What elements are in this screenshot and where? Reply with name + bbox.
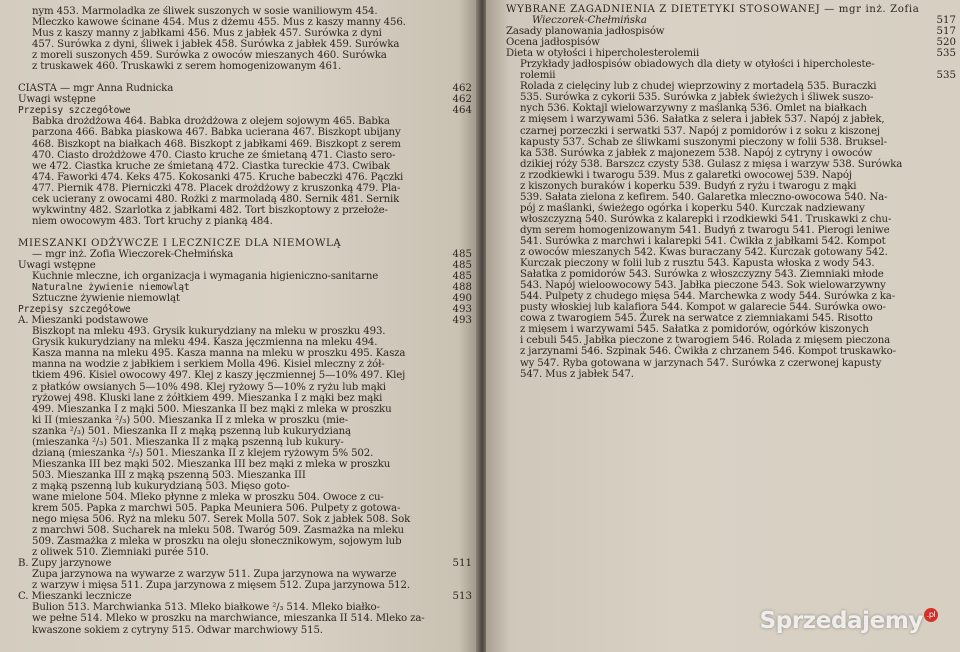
text-line: z płatków owsianych 5—10% 498. Klej ryżowy 5—10% z ryżu lub mąki (32, 381, 386, 393)
toc-entry-title: C. Mieszanki lecznicze (18, 591, 132, 603)
text-line: ryżowej 498. Kluski lane z żółtkiem 499. Mieszanka I z mąki bez mąki (32, 392, 383, 404)
text-line: wane mielone 504. Mleko płynne z mleka w proszku 504. Owoce z cu- (32, 491, 384, 503)
text-line: we 472. Ciastka kruche ze śmietaną 472. Ciastka tureckie 473. Cwibak (32, 160, 390, 172)
text-line: wykwintny 482. Szarlotka z jabłkami 482. Tort biszkoptowy z przełoże- (32, 204, 388, 216)
left-page (0, 0, 478, 652)
toc-entry (18, 293, 472, 304)
watermark-text: Sprzedajemy (759, 608, 923, 634)
page-number: 493 (452, 304, 472, 316)
text-line: z moreli suszonych 459. Surówka z owoców mieszanych 460. Surówka (32, 50, 387, 62)
text-line: Babka drożdżowa 464. Babka drożdżowa z olejem sojowym 465. Babka (32, 116, 390, 128)
text-line: Przykłady jadłospisów obiadowych dla diety w otyłości i hipercholeste- (520, 59, 875, 71)
toc-entry-title: A. Mieszanki podstawowe (18, 315, 149, 327)
right-page (486, 0, 960, 652)
text-line: Mus z kaszy manny z jabłkami 456. Mus z jabłek 457. Surówka z dyni (32, 28, 382, 40)
text-line: Sałatka z pomidorów 543. Surówka z włoszczyzny 543. Ziemniaki młode (520, 269, 884, 281)
text-line: 470. Ciasto drożdżowe 470. Ciasto kruche ze śmietaną 471. Ciasto sero- (32, 149, 396, 161)
text-line: 509. Zasmażka z mleka w proszku na oleju słonecznikowym, sojowym lub (32, 536, 402, 548)
text-line: Kurczak pieczony w folii lub z rusztu 543. Kapusta włoska z wody 543. (520, 258, 875, 270)
text-line: z mięsem i warzywami 536. Sałatka z selera i jabłek 537. Napój z jabłek, (520, 114, 885, 126)
page-number: 485 (452, 248, 472, 260)
toc-entry (18, 282, 472, 293)
text-line: pój z maślanki, świeżego ogórka i koperku 540. Kurczak nadziewany (520, 202, 865, 214)
text-line: parzona 466. Babka piaskowa 467. Babka ucierana 467. Biszkopt ubijany (32, 127, 401, 139)
page-number: 493 (452, 315, 472, 327)
page-number: 485 (452, 259, 472, 271)
text-line: Rolada z cielęciny lub z chudej wieprzowiny z mortadelą 535. Buraczki (520, 81, 877, 93)
toc-entry-title: Przepisy szczegółowe (18, 304, 131, 316)
toc-entry-title: Uwagi wstępne (18, 94, 96, 106)
text-line: dzikiej róży 538. Barszcz czysty 538. Gulasz z mięsa i warzyw 538. Surówka (520, 158, 903, 170)
page-number: 464 (452, 105, 472, 117)
text-line: tkiem 496. Kisiel owocowy 497. Klej z kaszy jęczmiennej 5—10% 497. Klej (32, 370, 406, 382)
toc-entry (18, 558, 472, 569)
text-line: we pełne 514. Mleko w proszku na marchwiance, mieszanka II 514. Mleko za- (32, 613, 425, 625)
text-line: z kiszonych buraków i koperku 539. Budyń z ryżu i twarogu z mąki (520, 180, 857, 192)
text-line: nych 536. Koktajl wielowarzywny z maślanką 536. Omlet na białkach (520, 103, 867, 115)
page-number: 462 (452, 94, 472, 106)
toc-entry (18, 591, 472, 602)
page-number: 488 (452, 282, 472, 294)
toc-entry (506, 37, 956, 48)
text-line: Biszkopt na mleku 493. Grysik kukurydziany na mleku w proszku 493. (32, 326, 386, 338)
text-line: niem owocowym 483. Tort kruchy z pianką 484. (32, 215, 273, 227)
text-line: 474. Faworki 474. Keks 475. Kokosanki 475. Kruche babeczki 476. Pączki (32, 171, 404, 183)
text-line: nego mięsa 506. Ryż na mleku 507. Serek Molla 507. Sok z jabłek 508. Sok (32, 514, 411, 526)
toc-entry-title: Naturalne żywienie niemowląt (32, 282, 190, 294)
toc-entry (18, 271, 472, 282)
toc-entry-title: CIASTA — mgr Anna Rudnicka (18, 83, 174, 95)
toc-entry (18, 260, 472, 271)
text-line: z mięsem i warzywami 545. Sałatka z pomidorów, ogórków kiszonych (520, 324, 869, 336)
text-line: (mieszanka ²/₃) 501. Mieszanka II z mąką pszenną lub kukury- (32, 436, 344, 448)
text-line: 499. Mieszanka I z mąki 500. Mieszanka II bez mąki z mleka w proszku (32, 403, 392, 415)
toc-entry-title: Ocena jadłospisów (506, 37, 600, 49)
toc-entry (506, 70, 956, 81)
toc-entry (506, 26, 956, 37)
page-number: 462 (452, 83, 472, 95)
page-number: 513 (452, 591, 472, 603)
text-line: 477. Piernik 478. Pierniczki 478. Placek drożdżowy z kruszonką 479. Pla- (32, 182, 401, 194)
text-line: kapusty 537. Schab ze śliwkami suszonymi pieczony w folii 538. Bruksel- (520, 136, 887, 148)
text-line: czarnej porzeczki i serwatki 537. Napój z pomidorów i z soku z kiszonej (520, 125, 880, 137)
page-number: 535 (936, 48, 956, 60)
toc-entry-title: Uwagi wstępne (18, 259, 96, 271)
text-line: Mleczko kawowe ścinane 454. Mus z dżemu 455. Mus z kaszy manny 456. (32, 17, 406, 29)
text-line: 543. Napój wieloowocowy 543. Jabłka pieczone 543. Sok wielowarzywny (520, 280, 886, 292)
text-line: włoszczyzną 540. Surówka z kalarepki i rzodkiewki 541. Truskawki z chu- (520, 213, 892, 225)
text-line: Zupa jarzynowa na wywarze z warzyw 511. Zupa jarzynowa na wywarze (32, 569, 397, 581)
text-line: z truskawek 460. Truskawki z serem homogenizowanym 461. (32, 61, 342, 73)
toc-entry-title: Sztuczne żywienie niemowląt (32, 293, 180, 305)
toc-entry-title: rolemii (520, 70, 556, 82)
toc-entry-title: Kuchnie mleczne, ich organizacja i wymagania higieniczno-sanitarne (32, 271, 379, 283)
text-line: 468. Biszkopt na białkach 468. Biszkopt z jabłkami 469. Biszkopt z serem (32, 138, 401, 150)
text-line: i cebuli 545. Jabłka pieczone z twarogiem 546. Rolada z mięsem pieczona (520, 335, 891, 347)
text-line: wy 547. Ryba gotowana w jarzynach 547. Surówka z czerwonej kapusty (520, 357, 882, 369)
text-line: Kasza manna na mleku 495. Kasza manna na mleku w proszku 495. Kasza (32, 348, 406, 360)
text-line: z oliwek 510. Ziemniaki purée 510. (32, 547, 209, 559)
toc-entry (18, 83, 472, 94)
toc-entry (18, 94, 472, 105)
text-line: Bulion 513. Marchwianka 513. Mleko białkowe ²/₃ 514. Mleko białko- (32, 602, 380, 614)
toc-entry-title: Dieta w otyłości i hipercholesterolemii (506, 48, 700, 60)
toc-entry-title: — mgr inż. Zofia Wieczorek-Chełmińska (32, 248, 234, 260)
text-line: dym serem homogenizowanym 541. Budyń z twarogu 541. Pierogi leniwe (520, 224, 890, 236)
text-line: szanka ²/₃) 501. Mieszanka II z mąką pszenną lub kukurydzianą (32, 425, 351, 437)
text-line: 547. Mus z jabłek 547. (520, 368, 634, 380)
toc-entry (506, 15, 956, 26)
toc-entry (18, 304, 472, 315)
toc-entry-title: Przepisy szczegółowe (18, 105, 131, 117)
text-line: Mieszanka III bez mąki 502. Mieszanka III bez mąki z mleka w proszku (32, 458, 391, 470)
toc-entry (506, 48, 956, 59)
text-line: kwaszone sokiem z cytryny 515. Odwar marchwiowy 515. (32, 624, 323, 636)
toc-entry-title: Wieczorek-Chełmińska (532, 15, 647, 27)
text-line: z warzyw i mięsa 511. Zupa jarzynowa z mięsem 512. Zupa jarzynowa 512. (32, 580, 410, 592)
text-line: z rzodkiewki i twarogu 539. Mus z galaretki owocowej 539. Napój (520, 169, 852, 181)
text-line: manna na wodzie z jabłkiem i serkiem Molla 496. Kisiel mleczny z żół- (32, 359, 385, 371)
text-line: 457. Surówka z dyni, śliwek i jabłek 458. Surówka z jabłek 459. Surówka (32, 39, 400, 51)
text-line: cowa z twarogiem 545. Żurek na serwatce z ziemniakami 545. Risotto (520, 313, 873, 325)
text-line: ki II (mieszanka ²/₃) 500. Mieszanka II z mleka w proszku (mie- (32, 414, 349, 426)
toc-entry-title: Zasady planowania jadłospisów (506, 26, 665, 38)
page-number: 511 (452, 558, 472, 570)
watermark-badge-icon: .pl (924, 608, 938, 622)
toc-entry-title: B. Zupy jarzynowe (18, 558, 112, 570)
text-line: 503. Mieszanka III z mąką pszenną 503. Mieszanka III (32, 469, 306, 481)
text-line: ka 538. Surówka z jabłek z majonezem 538. Napój z cytryny i owoców (520, 147, 873, 159)
page-number: 485 (452, 271, 472, 283)
text-line: 544. Pulpety z chudego mięsa 544. Marchewka z wody 544. Surówka z ka- (520, 291, 895, 303)
toc-entry (18, 249, 472, 260)
text-line: dzianą (mieszanka ²/₃) 501. Mieszanka II z klejem ryżowym 5% 502. (32, 447, 374, 459)
text-line: z jarzynami 546. Szpinak 546. Ćwikła z chrzanem 546. Kompot truskawko- (520, 346, 896, 358)
page-number: 520 (936, 37, 956, 49)
text-line: 541. Surówka z marchwi i kalarepki 541. Ćwikła z jabłkami 542. Kompot (520, 235, 886, 247)
page-number: 535 (936, 70, 956, 82)
text-line: 535. Surówka z cykorii 535. Surówka z jabłek świeżych i śliwek suszo- (520, 92, 874, 104)
toc-entry (18, 315, 472, 326)
text-line: 539. Sałata zielona z kefirem. 540. Galaretka mleczno-owocowa 540. Na- (520, 191, 888, 203)
spacer (18, 227, 472, 238)
page-number: 490 (452, 293, 472, 305)
watermark-logo (760, 608, 938, 634)
text-line: cek ucierany z owocami 480. Rożki z marmoladą 480. Sernik 481. Sernik (32, 193, 400, 205)
text-line: nym 453. Marmoladka ze śliwek suszonych w sosie waniliowym 454. (32, 6, 378, 17)
section-heading: MIESZANKI ODŻYWCZE I LECZNICZE DLA NIEMOWLĄ (18, 237, 342, 249)
page-number: 517 (936, 15, 956, 27)
text-line: pusty włoskiej lub kalafiora 544. Kompot w galarecie 544. Surówka owo- (520, 302, 886, 314)
text-line: z marchwi 508. Sucharek na mleku 508. Twaróg 509. Zasmażka na mleku (32, 525, 404, 537)
text-line: z owoców mieszanych 542. Kwas buraczany 542. Kurczak gotowany 542. (520, 247, 888, 259)
text-line: krem 505. Papka z marchwi 505. Papka Meuniera 506. Pulpety z gotowa- (32, 503, 401, 515)
toc-entry (18, 105, 472, 116)
page-number: 517 (936, 26, 956, 38)
spacer (18, 72, 472, 83)
section-heading: WYBRANE ZAGADNIENIA Z DIETETYKI STOSOWANEJ — mgr inż. Zofia (506, 4, 920, 15)
text-line: Grysik kukurydziany na mleku 494. Kasza jęczmienna na mleku 494. (32, 337, 378, 349)
text-line: z mąką pszenną lub kukurydzianą 503. Mięso goto- (32, 480, 290, 492)
